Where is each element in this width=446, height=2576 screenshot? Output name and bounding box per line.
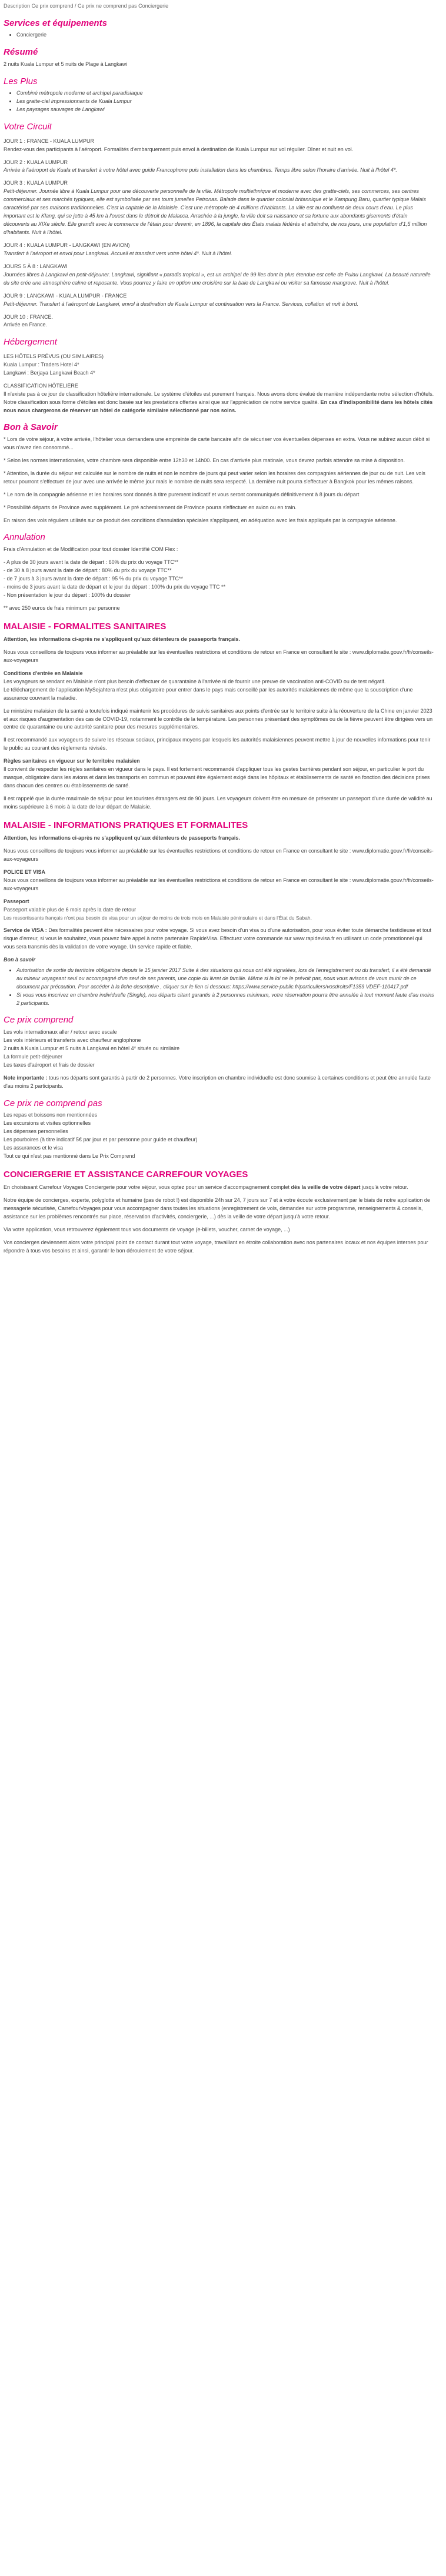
paragraph: Notre équipe de concierges, experte, polyglotte et humaine (pas de robot !) est disponible 24h sur 24, 7 jours sur 7 et à votre écoute exclusivement par le biais de notre application de messagerie sécurisée, CarrefourVoyages pour vous accompagner dans toutes les situations (enregistrement de vols, demandes sur votre programme, renseignements & conseils, assistance sur les problèmes rencontrés sur place, réservation d'activités, conciergerie, ...) dès la veille de votre départ jusqu'à votre retour. [4, 1197, 430, 1219]
day-text: Rendez-vous des participants à l'aéroport. Formalités d'embarquement puis envol à destination de Kuala Lumpur sur vol régulier. Dîner et nuit en vol. [4, 146, 354, 152]
sanitaires-attention: Attention, les informations ci-après ne s'appliquent qu'aux détenteurs de passeports français. [4, 636, 240, 642]
bon-savoir-title: Bon à Savoir [4, 422, 58, 433]
conciergerie-intro-start: En choisissant Carrefour Voyages Conciergerie pour votre séjour, vous optez pour un service d'accompagnement complet [4, 1184, 291, 1191]
list-item: • Combiné métropole moderne et archipel paradisiaque [16, 89, 434, 98]
annulation-line: - Non présentation le jour du départ : 100% du dossier [4, 592, 131, 598]
paragraph: Le téléchargement de l'application MySejahtera n'est plus obligatoire pour entrer dans le pays mais conseillé par les autorités malaisiennes de même que la souscription d'une assurance couvrant la maladie. [4, 686, 413, 701]
formalites-title: MALAISIE - INFORMATIONS PRATIQUES ET FORMALITES [4, 820, 248, 830]
annulation-line: - de 7 jours à 3 jours avant la date de départ : 95 % du prix du voyage TTC** [4, 575, 184, 582]
paragraph: * Le nom de la compagnie aérienne et les horaires sont donnés à titre purement indicatif et vous seront communiqués définitivement à 8 jours du départ [4, 491, 360, 497]
day-title: JOUR 10 : FRANCE. [4, 313, 54, 320]
annulation-line: - moins de 3 jours avant la date de départ et le jour du départ : 100% du prix du voyage TTC ** [4, 583, 226, 590]
ne-comprend-title: Ce prix ne comprend pas [4, 1098, 102, 1108]
paragraph: Il convient de respecter les règles sanitaires en vigueur dans le pays. Il est fortement recommandé d'appliquer tous les gestes barrières pendant son séjour, en particulier le port du masque, obligatoire dans les avions et dans les transports en commun et pouvant être également exigé dans les hôpitaux et établissements de santé en fonction des décisions prises dans chacun des centres ou établissements de santé. [4, 766, 430, 789]
day-text: Arrivée à l'aéroport de Kuala et transfert à votre hôtel avec guide Francophone puis installation dans les chambres. Temps libre selon l'horaire d'arrivée. Nuit à l'hôtel 4*. [4, 167, 397, 173]
list-line: La formule petit-déjeuner [4, 1053, 63, 1060]
comprend-title: Ce prix comprend [4, 1015, 74, 1025]
paragraph: * Possibilité départs de Province avec supplément. Le pré acheminement de Province pourra s'effectuer en avion ou en train. [4, 504, 297, 510]
plus-list [4, 89, 434, 114]
list-line: Tout ce qui n'est pas mentionné dans Le Prix Comprend [4, 1152, 135, 1159]
page [0, 0, 438, 1266]
annulation-line: - A plus de 30 jours avant la date de départ : 60% du prix du voyage TTC** [4, 559, 179, 565]
note-label: Note importante : [4, 1074, 48, 1081]
annulation-line: - de 30 à 8 jours avant la date de départ : 80% du prix du voyage TTC** [4, 567, 172, 573]
classification-text [4, 390, 434, 415]
bon-savoir-label: Bon à savoir [4, 956, 36, 963]
conciergerie-title: CONCIERGERIE ET ASSISTANCE CARREFOUR VOYAGES [4, 1169, 248, 1180]
annulation-intro: Frais d'Annulation et de Modification pour tout dossier Identifié COM Flex : [4, 546, 178, 552]
police-title: POLICE ET VISA [4, 869, 46, 876]
visa-text: Des formalités peuvent être nécessaires pour votre voyage. Si vous avez besoin d'un visa ou d'une autorisation, pour vous éviter toute démarche fastidieuse et tout risque d'erreur, si vous le souhaitez, vous pouvez faire appel à notre partenaire RapideVisa. Effectuez votre commande sur www.rapidevisa.fr en utilisant un code promotionnel qui vous sera transmis dès la validation de votre voyage. Un service rapide et fiable. [4, 927, 432, 950]
paragraph: Il est rappelé que la durée maximale de séjour pour les touristes étrangers est de 90 jours. Les voyageurs doivent être en mesure de présenter un passeport d'une durée de validité au moins supérieure à 6 mois à la date de leur départ de Malaisie. [4, 796, 432, 810]
paragraph: * Lors de votre séjour, à votre arrivée, l'hôtelier vous demandera une empreinte de carte bancaire afin de sécuriser vos éventuelles dépenses en extra. Vous ne subirez aucun débit si vous n'avez rien consommé... [4, 436, 430, 450]
list-item: • Conciergerie [16, 31, 434, 39]
list-item: • Les paysages sauvages de Langkawi [16, 106, 434, 114]
paragraph: Les voyageurs se rendant en Malaisie n'ont plus besoin d'effectuer de quarantaine à l'arrivée ni de fournir une preuve de vaccination anti-COVID ou de test négatif. [4, 678, 386, 684]
list-line: 2 nuits à Kuala Lumpur et 5 nuits à Langkawi en hôtel 4* situés ou similaire [4, 1045, 180, 1051]
plus-title: Les Plus [4, 76, 38, 86]
top-nav-text: Description Ce prix comprend / Ce prix ne comprend pas Conciergerie [4, 3, 169, 9]
day-text: Arrivée en France. [4, 322, 48, 328]
conciergerie-intro-bold: dès la veille de votre départ [291, 1184, 361, 1191]
resume-title: Résumé [4, 47, 38, 58]
classification-body: Il n'existe pas à ce jour de classification hôtelière internationale. Le système d'étoiles est purement français. Nous avons donc évalué de manière indépendante notre sélection d'hôtels. Notre classification sous forme d'étoiles est donc basée sur les prestations offertes ainsi que sur l'appréciation de notre service qualité. [4, 390, 434, 405]
day-text: Transfert à l'aéroport et envol pour Langkawi. Accueil et transfert vers votre hôtel 4*. Nuit à l'hôtel. [4, 250, 232, 256]
list-line: Les dépenses personnelles [4, 1128, 68, 1134]
day-text: Petit-déjeuner. Journée libre à Kuala Lumpur pour une découverte personnelle de la ville. Métropole multiethnique et moderne avec des gratte-ciels, ses commerces, ses centres commerciaux et ses marchés typiques, elle est symbolisée par ses tours jumelles Petronas. Balade dans le quartier colonial britannique et le Kampung Baru, quartier typique Malais caractérisé par ses maisons traditionnelles. C'est la capitale de la Malaisie. C'est une métropole de 4 millions d'habitants. La ville est au confluent de deux cours d'eau. Le plus important est le Klang, qui se jette à 45 km à l'ouest dans le détroit de Malacca. Arrachée à la jungle, la ville doit sa naissance et sa fortune aux abondants gisements d'étain découverts au XIXe siècle. Elle grandit avec le commerce de l'étain pour devenir, en 1896, la capitale des États malais fédérés et atteindre, de nos jours, une population d'1,5 million d'habitants. Nuit à l'hôtel. [4, 188, 427, 235]
annulation-footnote: ** avec 250 euros de frais minimum par personne [4, 604, 120, 611]
list-line: Les vols intérieurs et transferts avec chauffeur anglophone [4, 1037, 141, 1043]
paragraph: Vos concierges deviennent alors votre principal point de contact durant tout votre voyage, travaillant en étroite collaboration avec nos partenaires locaux et nos équipes internes pour répondre à tous vos besoins et ainsi, garantir le bon déroulement de votre séjour. [4, 1239, 428, 1254]
day-title: JOUR 4 : KUALA LUMPUR - LANGKAWI (EN AVION) [4, 242, 130, 248]
services-title: Services et équipements [4, 18, 107, 28]
hebergement-title: Hébergement [4, 337, 57, 348]
paragraph: Les ressortissants français n'ont pas besoin de visa pour un séjour de moins de trois mois en Malaisie péninsulaire et dans l'État du Sabah. [4, 914, 312, 921]
paragraph: Nous vous conseillons de toujours vous informer au préalable sur les éventuelles restrictions et conditions de retour en France en consultant le site : www.diplomatie.gouv.fr/fr/conseils-aux-voyageurs [4, 848, 434, 863]
bon-savoir-list [4, 967, 434, 1008]
paragraph: En raison des vols réguliers utilisés sur ce produit des conditions d'annulation spéciales s'appliquent, en adéquation avec les frais appliqués par la compagnie aérienne. [4, 517, 397, 523]
hotels-heading: LES HÔTELS PRÉVUS (OU SIMILAIRES) [4, 353, 104, 359]
day-text: Journées libres à Langkawi en petit-déjeuner. Langkawi, signifiant « paradis tropical », est un archipel de 99 îles dont la plus étendue est celle de Pulau Langkawi. La beauté naturelle du site crée une atmosphère calme et reposante. Vous pourrez y faire en option une croisière sur la baie de Langkawi ou visiter sa fameuse mangrove. Nuit à l'hôtel. [4, 271, 431, 286]
visa-paragraph [4, 927, 434, 951]
paragraph: Il est recommandé aux voyageurs de suivre les réseaux sociaux, principaux moyens par lesquels les autorités malaisiennes peuvent mettre à jour de nouvelles informations pour tenir le public au courant des règlements révisés. [4, 737, 431, 751]
day-text: Petit-déjeuner. Transfert à l'aéroport de Langkawi, envol à destination de Kuala Lumpur et continuation vers la France. Services, collation et nuit à bord. [4, 300, 359, 307]
conciergerie-intro [4, 1184, 434, 1192]
paragraph: Le ministère malaisien de la santé a toutefois indiqué maintenir les procédures de suivis sanitaires aux points d'entrée sur le territoire suite à la réouverture de la Chine en janvier 2023 et aux risques d'augmentation des cas de COVID-19, notamment le contrôle de la température. Les personnes présentant des symptômes ou de la fièvre peuvent être dirigées vers un centre de quarantaine ou une autorité sanitaire pour des mesures supplémentaires. [4, 707, 433, 730]
day-title: JOUR 9 : LANGKAWI - KUALA LUMPUR - FRANCE [4, 292, 127, 299]
list-line: Les taxes d'aéroport et frais de dossier [4, 1061, 95, 1068]
day-title: JOUR 1 : FRANCE - KUALA LUMPUR [4, 138, 95, 144]
resume-text: 2 nuits Kuala Lumpur et 5 nuits de Plage à Langkawi [4, 61, 128, 67]
paragraph: * Attention, la durée du séjour est calculée sur le nombre de nuits et non le nombre de jours qui peut varier selon les horaires des compagnies aériennes de jour ou de nuit. Les vols retour pourront s'effectuer de jour avec une arrivée le même jour mais le nombre de nuits sera respecté. La dernière nuit pourra s'effectuer à Bangkok pour les mêmes raisons. [4, 470, 425, 485]
day-title: JOUR 2 : KUALA LUMPUR [4, 159, 68, 165]
paragraph: Nous vous conseillons de toujours vous informer au préalable sur les éventuelles restrictions et conditions de retour en France en consultant le site : www.diplomatie.gouv.fr/fr/conseils-aux-voyageurs [4, 649, 434, 663]
classification-bold: En cas d'indisponibilité dans les hôtels cités nous nous chargerons de réserver un hôtel de catégorie similaire sélectionné par nos soins. [4, 399, 433, 413]
day-title: JOUR 3 : KUALA LUMPUR [4, 180, 68, 186]
list-line: Les assurances et le visa [4, 1144, 64, 1151]
paragraph: * Selon les normes internationales, votre chambre sera disponible entre 12h30 et 14h00. En cas d'arrivée plus matinale, vous devrez parfois attendre sa mise à disposition. [4, 457, 405, 463]
hotel-line: Langkawi : Berjaya Langkawi Beach 4* [4, 369, 95, 376]
services-list [4, 31, 434, 39]
day-title: JOURS 5 À 8 : LANGKAWI [4, 263, 68, 269]
note-paragraph [4, 1074, 434, 1091]
hotel-line: Kuala Lumpur : Traders Hotel 4* [4, 361, 79, 367]
list-line: Les vols internationaux aller / retour avec escale [4, 1028, 117, 1035]
paragraph: Passeport valable plus de 6 mois après la date de retour [4, 906, 137, 913]
entry-title: Conditions d'entrée en Malaisie [4, 670, 83, 676]
conciergerie-intro-end: jusqu'à votre retour. [360, 1184, 408, 1191]
formalites-attention: Attention, les informations ci-après ne s'appliquent qu'aux détenteurs de passeports français. [4, 835, 240, 841]
paragraph: Nous vous conseillons de toujours vous informer au préalable sur les éventuelles restrictions et conditions de retour en France en consultant le site : www.diplomatie.gouv.fr/fr/conseils-aux-voyageurs [4, 877, 434, 892]
regles-title: Règles sanitaires en vigueur sur le territoire malaisien [4, 758, 140, 764]
paragraph: Via votre application, vous retrouverez également tous vos documents de voyage (e-billets, voucher, carnet de voyage, ...) [4, 1226, 290, 1232]
circuit-days [4, 138, 434, 330]
list-item: • Autorisation de sortie du territoire obligatoire depuis le 15 janvier 2017 Suite à des situations qui nous ont été signalées, lors de l'enregistrement ou du transfert, il a été demandé au mineur voyageant seul ou accompagné d'un seul de ses parents, une copie du livret de famille. Même si la loi ne le prévoit pas, nous vous avisons de vous munir de ce document par précaution. Pour accéder à la fiche descriptive , cliquer sur le lien ci dessous: https://www.service-public.fr/particuliers/vosdroits/F1359 VDEF-110417.pdf [16, 967, 434, 991]
sanitaires-title: MALAISIE - FORMALITES SANITAIRES [4, 621, 167, 632]
list-item: • Les gratte-ciel impressionnants de Kuala Lumpur [16, 98, 434, 106]
list-line: Les excursions et visites optionnelles [4, 1120, 91, 1126]
visa-label: Service de VISA : [4, 927, 47, 934]
classification-title: CLASSIFICATION HÔTELIÈRE [4, 382, 78, 389]
note-text: tous nos départs sont garantis à partir de 2 personnes. Votre inscription en chambre individuelle est donc soumise à certaines conditions et peut être annulée faute d'au moins 2 participants. [4, 1074, 431, 1089]
annulation-title: Annulation [4, 532, 45, 543]
circuit-title: Votre Circuit [4, 122, 52, 132]
list-line: Les repas et boissons non mentionnées [4, 1112, 98, 1118]
passeport-title: Passeport [4, 898, 29, 904]
list-item: • Si vous vous inscrivez en chambre individuelle (Single), nos départs citant garantis à 2 personnes minimum, votre réservation pourra être annulée à tout moment faute d'au moins 2 participants. [16, 991, 434, 1008]
list-line: Les pourboires (à titre indicatif 5€ par jour et par personne pour guide et chauffeur) [4, 1136, 198, 1142]
